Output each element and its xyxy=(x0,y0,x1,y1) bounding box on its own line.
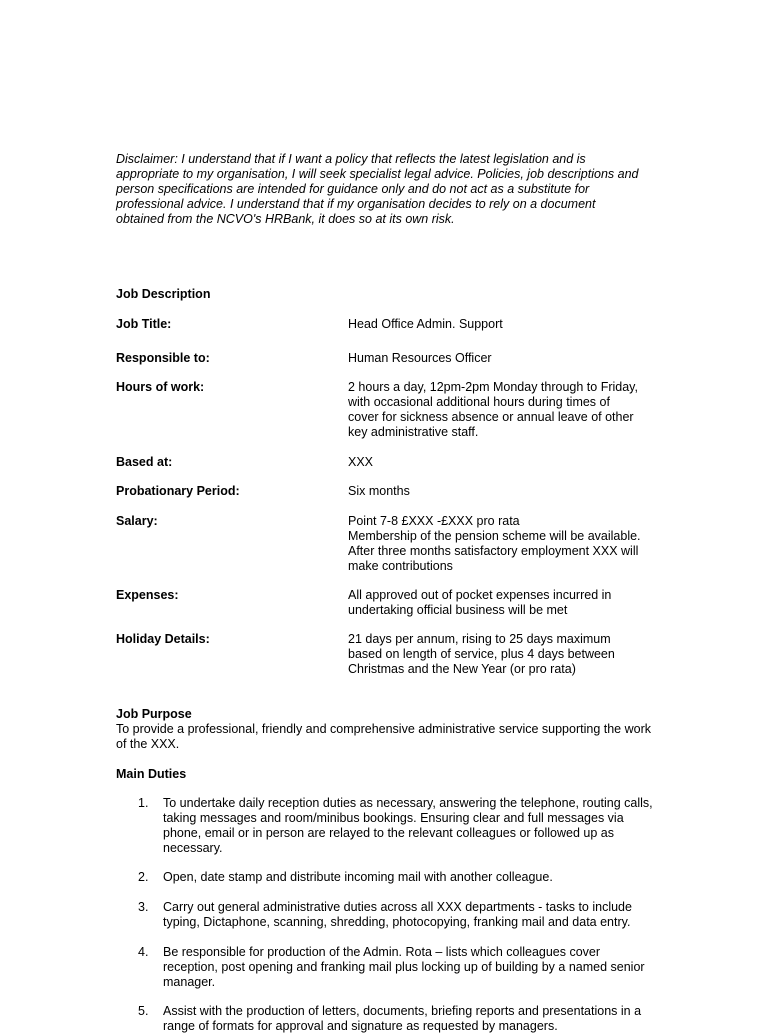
value-line: based on length of service, plus 4 days between xyxy=(348,647,615,661)
value-line: with occasional additional hours during times of xyxy=(348,395,610,409)
field-value xyxy=(348,351,658,366)
field-responsible-to xyxy=(116,351,676,366)
duty-text: Assist with the production of letters, documents, briefing reports and presentations in a range of formats for approval and signature as requested by managers. xyxy=(163,1004,642,1033)
duty-text: Carry out general administrative duties across all XXX departments - tasks to include typing, Dictaphone, scanning, shredding, photocopying, franking mail and data entry. xyxy=(163,900,632,929)
duty-number: 3. xyxy=(138,900,149,914)
field-label: Holiday Details: xyxy=(116,632,210,646)
value-line: cover for sickness absence or annual leave of other xyxy=(348,410,634,424)
value-line: Membership of the pension scheme will be available. xyxy=(348,529,641,543)
duty-item xyxy=(138,870,658,885)
value-line: After three months satisfactory employment XXX will xyxy=(348,544,639,558)
field-label: Responsible to: xyxy=(116,351,210,365)
duty-number: 1. xyxy=(138,796,149,810)
field-probationary-period xyxy=(116,484,676,499)
field-label: Salary: xyxy=(116,514,158,528)
duty-item xyxy=(138,796,658,856)
value-line: Christmas and the New Year (or pro rata) xyxy=(348,662,576,676)
field-label: Expenses: xyxy=(116,588,179,602)
field-value xyxy=(348,588,658,618)
field-label: Hours of work: xyxy=(116,380,205,394)
field-label: Based at: xyxy=(116,455,173,469)
duty-text: Open, date stamp and distribute incoming mail with another colleague. xyxy=(163,870,553,884)
field-label: Probationary Period: xyxy=(116,484,240,498)
field-holiday-details xyxy=(116,632,676,677)
field-value xyxy=(348,484,658,499)
job-description-heading: Job Description xyxy=(116,287,211,301)
field-value xyxy=(348,514,658,574)
field-value xyxy=(348,317,658,332)
value-line: Human Resources Officer xyxy=(348,351,492,365)
value-line: key administrative staff. xyxy=(348,425,479,439)
duty-item xyxy=(138,900,658,930)
duty-number: 5. xyxy=(138,1004,149,1018)
value-line: Head Office Admin. Support xyxy=(348,317,503,331)
value-line: undertaking official business will be met xyxy=(348,603,568,617)
value-line: make contributions xyxy=(348,559,453,573)
value-line: 2 hours a day, 12pm-2pm Monday through to Friday, xyxy=(348,380,638,394)
duty-item xyxy=(138,945,658,990)
value-line: Point 7-8 £XXX -£XXX pro rata xyxy=(348,514,520,528)
value-line: XXX xyxy=(348,455,374,469)
field-based-at xyxy=(116,455,676,470)
duty-item xyxy=(138,1004,658,1034)
value-line: Six months xyxy=(348,484,410,498)
job-purpose-heading: Job Purpose xyxy=(116,707,192,721)
duty-number: 4. xyxy=(138,945,149,959)
value-line: All approved out of pocket expenses incurred in xyxy=(348,588,612,602)
value-line: 21 days per annum, rising to 25 days maximum xyxy=(348,632,611,646)
field-job-title xyxy=(116,317,676,332)
field-value xyxy=(348,455,658,470)
field-expenses xyxy=(116,588,676,618)
field-value xyxy=(348,632,658,677)
field-label: Job Title: xyxy=(116,317,172,331)
duty-text: Be responsible for production of the Admin. Rota – lists which colleagues cover reception, post opening and franking mail plus locking up of building by a named senior manager. xyxy=(163,945,645,989)
field-hours-of-work xyxy=(116,380,676,440)
disclaimer-text: Disclaimer: I understand that if I want a policy that reflects the latest legislation and is appropriate to my organisation, I will seek specialist legal advice. Policies, job descriptions and person specifications are intended for guidance only and do not act as a substitute for professional advice. I understand that if my organisation decides to rely on a document obtained from the NCVO's HRBank, it does so at its own risk. xyxy=(116,152,639,226)
duty-number: 2. xyxy=(138,870,149,884)
job-purpose-text: To provide a professional, friendly and comprehensive administrative service supporting the work of the XXX. xyxy=(116,722,651,751)
main-duties-heading: Main Duties xyxy=(116,767,187,781)
field-salary xyxy=(116,514,676,574)
field-value xyxy=(348,380,658,440)
duty-text: To undertake daily reception duties as necessary, answering the telephone, routing calls, taking messages and room/minibus bookings. Ensuring clear and full messages via phone, email or in person are relayed to the relevant colleagues or followed up as necessary. xyxy=(163,796,653,855)
